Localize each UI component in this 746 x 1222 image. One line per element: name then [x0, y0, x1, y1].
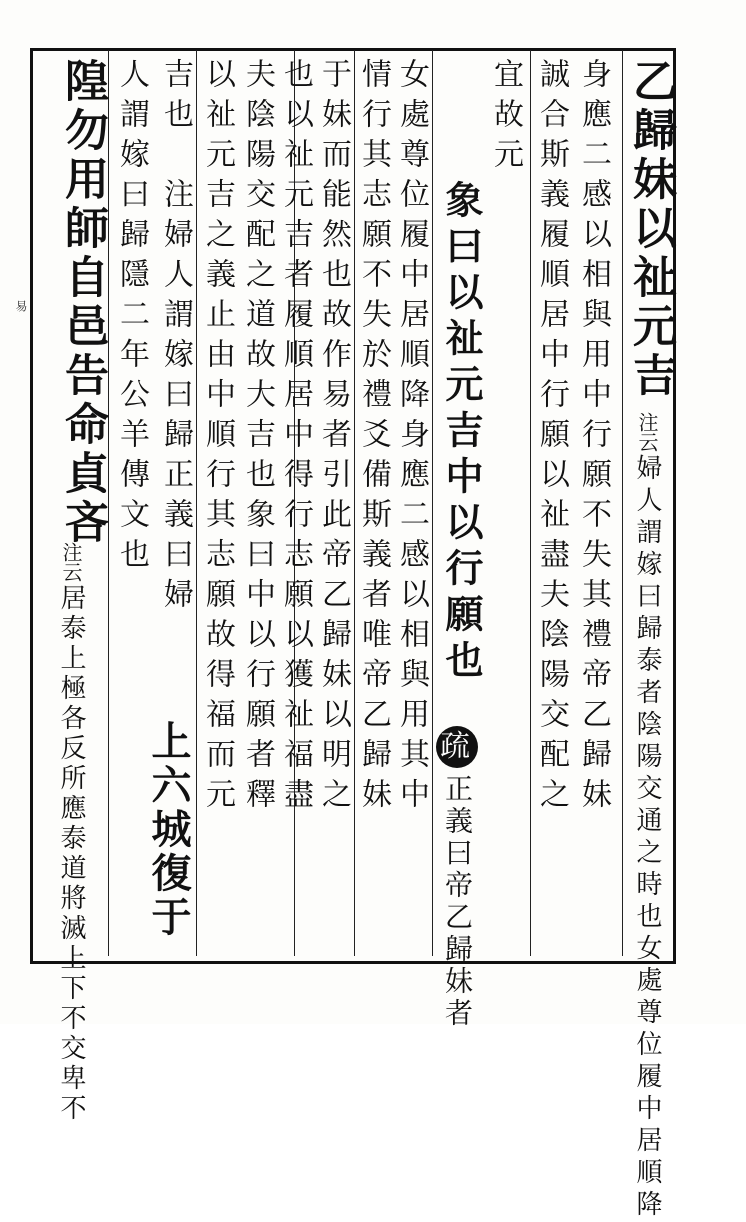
commentary-column: 情行其志願不失於禮爻備斯義者唯帝乙歸妹	[356, 58, 391, 818]
note-marker: 注云	[59, 542, 83, 582]
commentary-column: 身應二感以相與用中行願不失其禮帝乙歸妹	[576, 58, 611, 818]
commentary-text: 注婦人謂嫁曰歸正義曰婦	[158, 178, 193, 618]
commentary-column	[436, 720, 478, 1030]
commentary-column: 誠合斯義履順居中行願以祉盡夫陰陽交配之	[534, 58, 569, 818]
main-text-column: 象曰以祉元吉中以行願也	[439, 180, 484, 686]
commentary-text: 居泰上極各反所應泰道將滅上下不交卑不	[56, 584, 86, 1124]
column-rule	[530, 50, 531, 956]
commentary-column	[488, 58, 523, 952]
column-rule	[432, 50, 433, 956]
commentary-text: 吉也	[158, 58, 193, 138]
commentary-text: 婦人謂嫁曰歸泰者陰陽交通之時也女處尊位履中居順降	[632, 454, 662, 1222]
main-text-column: 上六城復于	[145, 720, 192, 940]
commentary-text: 宜故元	[488, 58, 523, 178]
commentary-column	[632, 410, 662, 1222]
column-rule	[622, 50, 623, 956]
column-rule	[196, 50, 197, 956]
page-edge	[680, 48, 694, 964]
commentary-column	[56, 540, 86, 1124]
main-text-column: 隍勿用師自邑告命貞吝	[57, 58, 108, 548]
commentary-text: 正義曰帝乙歸妹者	[441, 774, 474, 1030]
note-marker: 注云	[635, 412, 659, 452]
commentary-column: 也以祉元吉者履順居中得行志願以獲祉福盡	[278, 58, 313, 818]
commentary-column: 于妹而能然也故作易者引此帝乙歸妹以明之	[316, 58, 351, 818]
main-text-column: 乙歸妹以祉元吉	[625, 58, 676, 401]
commentary-column: 人謂嫁曰歸隱二年公羊傳文也	[114, 58, 149, 578]
shu-marker: 疏	[436, 726, 478, 768]
commentary-column: 女處尊位履中居順降身應二感以相與用其中	[394, 58, 429, 818]
column-rule	[108, 50, 109, 956]
commentary-column: 以祉元吉之義止由中順行其志願故得福而元	[200, 58, 235, 818]
margin-note: 易	[14, 300, 28, 312]
column-rule	[354, 50, 355, 956]
commentary-column: 夫陰陽交配之道故大吉也象曰中以行願者釋	[240, 58, 275, 818]
